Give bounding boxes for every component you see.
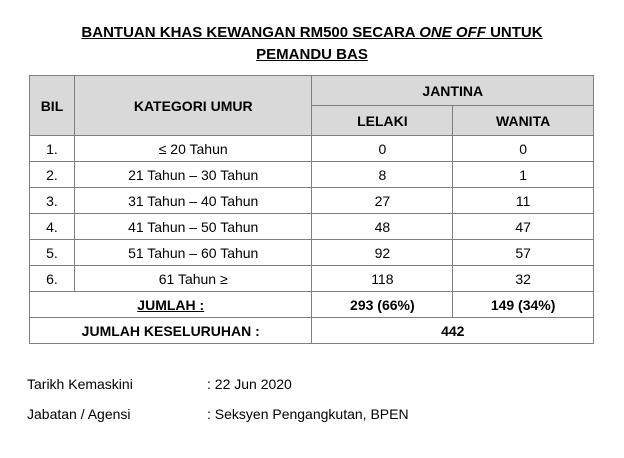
cell-kategori: 41 Tahun – 50 Tahun bbox=[74, 214, 312, 240]
jumlah-lelaki: 293 (66%) bbox=[312, 292, 453, 318]
cell-kategori: 61 Tahun ≥ bbox=[74, 266, 312, 292]
header-bil: BIL bbox=[30, 76, 75, 136]
keseluruhan-value: 442 bbox=[312, 318, 594, 344]
cell-lelaki: 27 bbox=[312, 188, 453, 214]
cell-lelaki: 92 bbox=[312, 240, 453, 266]
header-wanita: WANITA bbox=[453, 106, 594, 136]
cell-lelaki: 0 bbox=[312, 136, 453, 162]
jumlah-wanita: 149 (34%) bbox=[453, 292, 594, 318]
cell-wanita: 57 bbox=[453, 240, 594, 266]
table-row bbox=[30, 188, 594, 214]
jumlah-label: JUMLAH : bbox=[137, 296, 205, 313]
header-lelaki: LELAKI bbox=[312, 106, 453, 136]
cell-kategori: 51 Tahun – 60 Tahun bbox=[74, 240, 312, 266]
title-line-1 bbox=[0, 22, 624, 44]
title-line-2: PEMANDU BAS bbox=[256, 46, 368, 63]
title-text: BANTUAN KHAS KEWANGAN RM500 SECARA bbox=[81, 24, 420, 41]
table-row bbox=[30, 266, 594, 292]
tarikh-value: : 22 Jun 2020 bbox=[207, 376, 292, 392]
title-text: UNTUK bbox=[485, 24, 543, 41]
jabatan-label: Jabatan / Agensi bbox=[27, 406, 131, 422]
tarikh-label: Tarikh Kemaskini bbox=[27, 376, 133, 392]
cell-bil: 1. bbox=[30, 136, 75, 162]
cell-wanita: 0 bbox=[453, 136, 594, 162]
cell-wanita: 11 bbox=[453, 188, 594, 214]
table-row bbox=[30, 214, 594, 240]
jumlah-label-cell bbox=[30, 292, 312, 318]
age-gender-table bbox=[29, 75, 594, 344]
cell-bil: 5. bbox=[30, 240, 75, 266]
cell-kategori: ≤ 20 Tahun bbox=[74, 136, 312, 162]
keseluruhan-row bbox=[30, 318, 594, 344]
table-row bbox=[30, 240, 594, 266]
jumlah-row bbox=[30, 292, 594, 318]
header-jantina: JANTINA bbox=[312, 76, 594, 106]
table-row bbox=[30, 136, 594, 162]
cell-bil: 6. bbox=[30, 266, 75, 292]
cell-wanita: 47 bbox=[453, 214, 594, 240]
title-emphasis: ONE OFF bbox=[419, 24, 486, 41]
cell-kategori: 31 Tahun – 40 Tahun bbox=[74, 188, 312, 214]
jabatan-value: : Seksyen Pengangkutan, BPEN bbox=[207, 406, 409, 422]
cell-lelaki: 8 bbox=[312, 162, 453, 188]
cell-wanita: 1 bbox=[453, 162, 594, 188]
cell-kategori: 21 Tahun – 30 Tahun bbox=[74, 162, 312, 188]
cell-bil: 4. bbox=[30, 214, 75, 240]
cell-wanita: 32 bbox=[453, 266, 594, 292]
cell-bil: 3. bbox=[30, 188, 75, 214]
table-row bbox=[30, 162, 594, 188]
cell-lelaki: 48 bbox=[312, 214, 453, 240]
cell-bil: 2. bbox=[30, 162, 75, 188]
document-title bbox=[0, 22, 624, 66]
header-kategori-umur: KATEGORI UMUR bbox=[74, 76, 312, 136]
cell-lelaki: 118 bbox=[312, 266, 453, 292]
keseluruhan-label: JUMLAH KESELURUHAN : bbox=[30, 318, 312, 344]
